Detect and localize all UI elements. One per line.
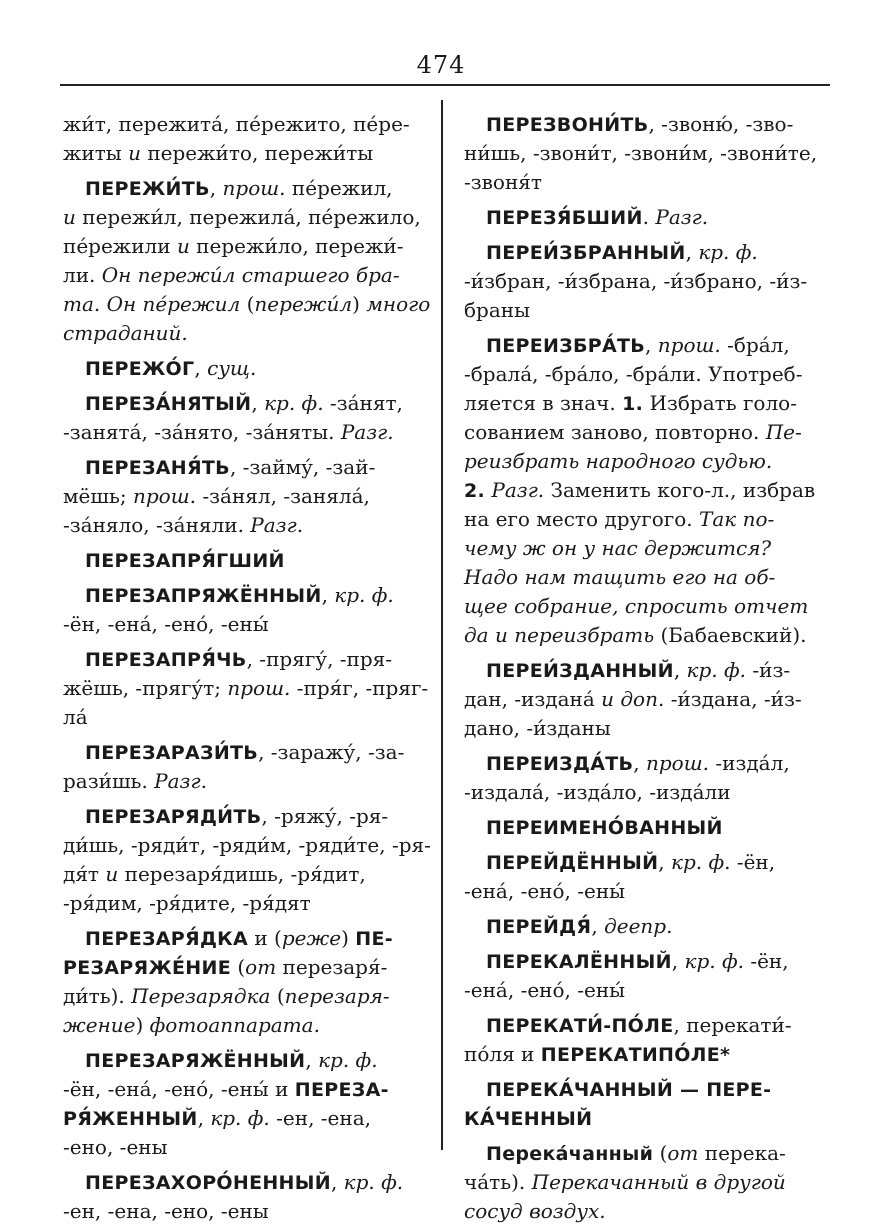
example-text: сосуд воздух. [464, 1199, 606, 1223]
entry-text: -изда́л, [709, 751, 790, 775]
entry-text: , [330, 1170, 344, 1194]
headword: ПЕРЕЗАПРЯ́ЧЬ [85, 649, 247, 671]
grammar-label: сущ. [207, 356, 257, 380]
example-text: Пе- [765, 420, 802, 444]
dictionary-line [464, 447, 824, 476]
example-text: фотоаппарата. [149, 1013, 320, 1037]
entry-text: , перекати́- [673, 1013, 792, 1037]
dictionary-line [464, 476, 824, 505]
entry-text: ( [230, 955, 246, 979]
headword: ПЕРЕЗАРЯ́ДКА [85, 928, 249, 950]
entry-text: -за́нят, [323, 391, 403, 415]
grammar-label: прош. [657, 333, 721, 357]
headword: ПЕРЕКА́ЧАННЫЙ — ПЕРЕ- [486, 1079, 772, 1101]
grammar-label: Разг. [250, 513, 304, 537]
entry-text: , -заражу́, -за- [258, 740, 405, 764]
entry-text: перека- [698, 1141, 786, 1165]
grammar-label: кр. ф. [698, 240, 758, 264]
entry-text: -за́нял, -заняла́, [196, 484, 370, 508]
dictionary-line [63, 953, 421, 982]
example-text: та. Он пе́режил [63, 292, 241, 316]
left-column [63, 110, 431, 1226]
grammar-label: и [63, 205, 76, 229]
dictionary-line [63, 290, 431, 319]
dictionary-line [63, 453, 421, 482]
dictionary-line [63, 1046, 421, 1075]
headword: Перека́чанный [486, 1143, 654, 1165]
header-rule [60, 84, 830, 86]
headword: ПЕРЕЗАНЯ́ТЬ [85, 457, 230, 479]
column-divider [441, 100, 443, 1150]
grammar-label: Разг. [154, 769, 207, 793]
dictionary-line [63, 110, 421, 139]
headword: ПЕРЕЗАРЯДИ́ТЬ [85, 806, 262, 828]
entry-text: , [685, 240, 699, 264]
example-text: чему ж он у нас держится? [464, 536, 772, 560]
example-text: пережи́л [254, 292, 353, 316]
entry-text: жи́т, пережита́, пе́режито, пе́ре- [63, 112, 410, 136]
entry-text: -ена́, -ено́, -ены́ [464, 978, 626, 1002]
grammar-label: Разг. [491, 478, 545, 502]
dictionary-line [63, 319, 421, 348]
headword: ПЕРЕЗАХОРО́НЕННЫЙ [85, 1172, 331, 1194]
entry-text: ) [341, 926, 356, 950]
dictionary-line [63, 203, 421, 232]
dictionary-line [464, 877, 824, 906]
grammar-label: кр. ф. [686, 658, 747, 682]
grammar-label: прош. [645, 751, 710, 775]
entry-text: ди́шь, -ряди́т, -ряди́м, -ряди́те, -ря- [63, 833, 431, 857]
entry-text: сованием заново, повторно. [464, 420, 766, 444]
entry-text: дано, -и́зданы [464, 716, 611, 740]
headword: ПЕРЕЗАРЯЖЁННЫЙ [85, 1050, 306, 1072]
headword: ПЕ- [355, 928, 393, 950]
dictionary-line [63, 610, 421, 639]
dictionary-line [464, 1075, 824, 1104]
grammar-label: и доп. [601, 687, 665, 711]
grammar-label: кр. ф. [684, 949, 744, 973]
headword: ПЕРЕЗА- [294, 1079, 389, 1101]
dictionary-line [464, 331, 824, 360]
entry-text: ( [240, 292, 255, 316]
entry-text: , [197, 1106, 211, 1130]
entry-text: пережи́ло, пережи́- [189, 234, 404, 258]
dictionary-line [464, 534, 824, 563]
dictionary-line [63, 232, 421, 261]
dictionary-line [63, 482, 421, 511]
entry-text: дан, -издана́ [464, 687, 602, 711]
entry-text: ( [653, 1141, 668, 1165]
example-text: перезаря- [284, 984, 390, 1008]
dictionary-line [464, 714, 824, 743]
headword: ПЕРЕКАТИ́-ПО́ЛЕ [486, 1015, 674, 1037]
grammar-label: прош. [222, 176, 286, 200]
grammar-label: и [176, 234, 190, 258]
grammar-label: кр. ф. [343, 1170, 404, 1194]
dictionary-line [464, 848, 824, 877]
dictionary-line [464, 976, 824, 1005]
headword: ПЕРЕИЗДА́ТЬ [486, 753, 634, 775]
entry-text: , [673, 658, 687, 682]
dictionary-line [63, 889, 421, 918]
headword: ПЕРЕИ́ЗДАННЫЙ [486, 660, 674, 682]
entry-text: ди́ть). [63, 984, 132, 1008]
entry-text: , -ряжу́, -ря- [261, 804, 389, 828]
dictionary-line [464, 1040, 824, 1069]
dictionary-line [63, 1075, 421, 1104]
dictionary-line [464, 563, 824, 592]
entry-text: , [209, 176, 223, 200]
entry-text: , [658, 850, 671, 874]
headword: 1. [622, 393, 644, 415]
entry-text: перезаря́дишь, -ря́дит, [118, 862, 366, 886]
example-text: Так по- [699, 507, 775, 531]
dictionary-line [464, 813, 824, 842]
entry-text: ча́ть). [464, 1170, 532, 1194]
entry-text: ляется в знач. [464, 391, 623, 415]
dictionary-line [464, 656, 824, 685]
example-text: Перезарядка [131, 984, 271, 1008]
entry-text: -ен, -ена, [269, 1106, 371, 1130]
entry-text: . [642, 205, 656, 229]
entry-text: -пря́г, -пряг- [290, 676, 429, 700]
grammar-label: от [245, 955, 277, 979]
headword: РЯ́ЖЕННЫЙ [63, 1108, 198, 1130]
entry-text: пе́режил, [285, 176, 393, 200]
dictionary-line [63, 1011, 421, 1040]
headword: ПЕРЕКАЛЁННЫЙ [486, 951, 672, 973]
headword: КА́ЧЕННЫЙ [464, 1108, 593, 1130]
dictionary-line [464, 749, 824, 778]
headword: ПЕРЕЖО́Г [85, 358, 195, 380]
entry-text: -ён, [743, 949, 789, 973]
grammar-label: и [105, 862, 119, 886]
dictionary-line [63, 139, 421, 168]
entry-text: -занята́, -за́нято, -за́няты. [63, 420, 341, 444]
entry-text: , [251, 391, 265, 415]
entry-text: на его место другого. [464, 507, 700, 531]
dictionary-line [63, 831, 431, 860]
example-text: страданий. [63, 321, 188, 345]
headword: ПЕРЕИ́ЗБРАННЫЙ [486, 242, 686, 264]
dictionary-line [464, 1139, 824, 1168]
page-number: 474 [416, 51, 466, 79]
dictionary-line [63, 860, 421, 889]
dictionary-line [464, 505, 824, 534]
entry-text: Заменить кого-л., избрав [544, 478, 816, 502]
entry-text: и ( [248, 926, 282, 950]
dictionary-line [63, 703, 421, 732]
entry-text: -брала́, -бра́ло, -бра́ли. Употреб- [464, 362, 803, 386]
entry-text: , -займу́, -зай- [229, 455, 376, 479]
example-text: жение [63, 1013, 136, 1037]
entry-text: пережи́то, пережи́ты [140, 141, 374, 165]
example-text: Он пережи́л старшего бра- [101, 263, 400, 287]
grammar-label: кр. ф. [318, 1048, 378, 1072]
headword: ПЕРЕЗВОНИ́ТЬ [486, 114, 649, 136]
dictionary-line [63, 261, 421, 290]
headword: ПЕРЕЗА́НЯТЫЙ [85, 393, 252, 415]
grammar-label: кр. ф. [210, 1106, 270, 1130]
entry-text: житы [63, 141, 129, 165]
example-text: реизбрать народного судью. [464, 449, 773, 473]
dictionary-line [63, 1104, 421, 1133]
example-text: щее собрание, спросить отчет [464, 594, 809, 618]
entry-text: (Бабаевский). [654, 623, 807, 647]
entry-text: , [321, 583, 335, 607]
dictionary-line [464, 778, 824, 807]
entry-text: -и́збран, -и́збрана, -и́збрано, -и́з- [464, 269, 808, 293]
entry-text: , -звоню́, -зво- [648, 112, 794, 136]
entry-text: -ён, [730, 850, 776, 874]
entry-text: жёшь, -прягу́т; [63, 676, 228, 700]
entry-text: , -прягу́, -пря- [246, 647, 393, 671]
entry-text: ла́ [63, 705, 88, 729]
dictionary-line [63, 674, 429, 703]
dictionary-line [464, 360, 824, 389]
entry-text: -ён, -ена́, -ено́, -ены́ и [63, 1077, 295, 1101]
headword: ПЕРЕКАТИПО́ЛЕ* [540, 1044, 731, 1066]
headword: ПЕРЕЙДЁННЫЙ [486, 852, 659, 874]
dictionary-line [464, 139, 824, 168]
grammar-label: деепр. [604, 914, 673, 938]
dictionary-line [464, 238, 824, 267]
headword: РЕЗАРЯЖЕ́НИЕ [63, 957, 231, 979]
grammar-label: от [667, 1141, 699, 1165]
dictionary-line [63, 1168, 421, 1197]
dictionary-line [63, 581, 421, 610]
dictionary-line [63, 174, 421, 203]
dictionary-line [63, 1133, 421, 1162]
entry-text: -и́здана, -и́з- [664, 687, 802, 711]
dictionary-line [464, 1168, 824, 1197]
dictionary-line [464, 1104, 824, 1133]
dictionary-line [63, 767, 421, 796]
entry-text: , [671, 949, 685, 973]
entry-text: -издала́, -изда́ло, -изда́ли [464, 780, 731, 804]
example-text: да и переизбрать [464, 623, 655, 647]
entry-text: , [194, 356, 208, 380]
entry-text: дя́т [63, 862, 106, 886]
dictionary-line [63, 982, 421, 1011]
entry-text: -ен, -ена, -ено, -ены [63, 1199, 269, 1223]
grammar-label: реже [281, 926, 342, 950]
dictionary-line [63, 418, 421, 447]
entry-text: ) [352, 292, 367, 316]
grammar-label: прош. [227, 676, 291, 700]
dictionary-line [63, 389, 421, 418]
entry-text: ли. [63, 263, 102, 287]
headword: ПЕРЕЖИ́ТЬ [85, 178, 210, 200]
entry-text: -бра́л, [720, 333, 790, 357]
entry-text: ) [135, 1013, 150, 1037]
entry-text: мёшь; [63, 484, 133, 508]
dictionary-line [63, 546, 421, 575]
dictionary-line [464, 267, 824, 296]
grammar-label: кр. ф. [671, 850, 731, 874]
dictionary-line [464, 685, 824, 714]
example-text: много [366, 292, 431, 316]
headword: ПЕРЕЗАПРЯЖЁННЫЙ [85, 585, 322, 607]
dictionary-line [63, 924, 421, 953]
example-text: Надо нам тащить его на об- [464, 565, 776, 589]
dictionary-line [63, 1197, 421, 1226]
entry-text: , [633, 751, 646, 775]
entry-text: по́ля и [464, 1042, 541, 1066]
entry-text: -ено, -ены [63, 1135, 168, 1159]
dictionary-line [63, 645, 421, 674]
entry-text: ни́шь, -звони́т, -звони́м, -звони́те, [464, 141, 818, 165]
grammar-label: кр. ф. [334, 583, 394, 607]
entry-text: рази́шь. [63, 769, 155, 793]
grammar-label: кр. ф. [264, 391, 324, 415]
dictionary-line [464, 912, 824, 941]
example-text: Перекачанный в другой [531, 1170, 786, 1194]
dictionary-line [63, 354, 421, 383]
entry-text: Избрать голо- [643, 391, 797, 415]
headword: ПЕРЕЙДЯ́ [486, 916, 592, 938]
entry-text: , [645, 333, 658, 357]
grammar-label: и [128, 141, 141, 165]
headword: ПЕРЕИЗБРА́ТЬ [486, 335, 646, 357]
dictionary-line [464, 621, 824, 650]
headword: ПЕРЕЗАПРЯ́ГШИЙ [85, 550, 285, 572]
dictionary-line [464, 1197, 824, 1226]
headword: ПЕРЕИМЕНО́ВАННЫЙ [486, 817, 723, 839]
dictionary-line [464, 947, 824, 976]
entry-text: перезаря́- [276, 955, 388, 979]
dictionary-line [464, 389, 824, 418]
dictionary-line [464, 168, 824, 197]
entry-text: , [305, 1048, 319, 1072]
entry-text: -звоня́т [464, 170, 542, 194]
entry-text: браны [464, 298, 531, 322]
dictionary-line [464, 592, 824, 621]
dictionary-line [464, 296, 824, 325]
dictionary-line [63, 738, 421, 767]
entry-text: -ена́, -ено́, -ены́ [464, 879, 626, 903]
grammar-label: прош. [132, 484, 197, 508]
dictionary-line [464, 418, 824, 447]
entry-text: -и́з- [746, 658, 791, 682]
right-column [464, 110, 824, 1226]
grammar-label: Разг. [340, 420, 394, 444]
entry-text: -ря́дим, -ря́дите, -ря́дят [63, 891, 311, 915]
headword: 2. [464, 480, 486, 502]
dictionary-line [464, 110, 824, 139]
entry-text: ( [270, 984, 285, 1008]
entry-text: , [591, 914, 605, 938]
entry-text: -ён, -ена́, -ено́, -ены́ [63, 612, 269, 636]
dictionary-line [63, 511, 421, 540]
entry-text: пережи́л, пережила́, пе́режило, [75, 205, 421, 229]
dictionary-line [464, 203, 824, 232]
dictionary-line [464, 1011, 824, 1040]
headword: ПЕРЕЗЯ́БШИЙ [486, 207, 643, 229]
entry-text: пе́режили [63, 234, 177, 258]
dictionary-line [63, 802, 421, 831]
headword: ПЕРЕЗАРАЗИ́ТЬ [85, 742, 259, 764]
entry-text: -за́няло, -за́няли. [63, 513, 251, 537]
grammar-label: Разг. [655, 205, 709, 229]
